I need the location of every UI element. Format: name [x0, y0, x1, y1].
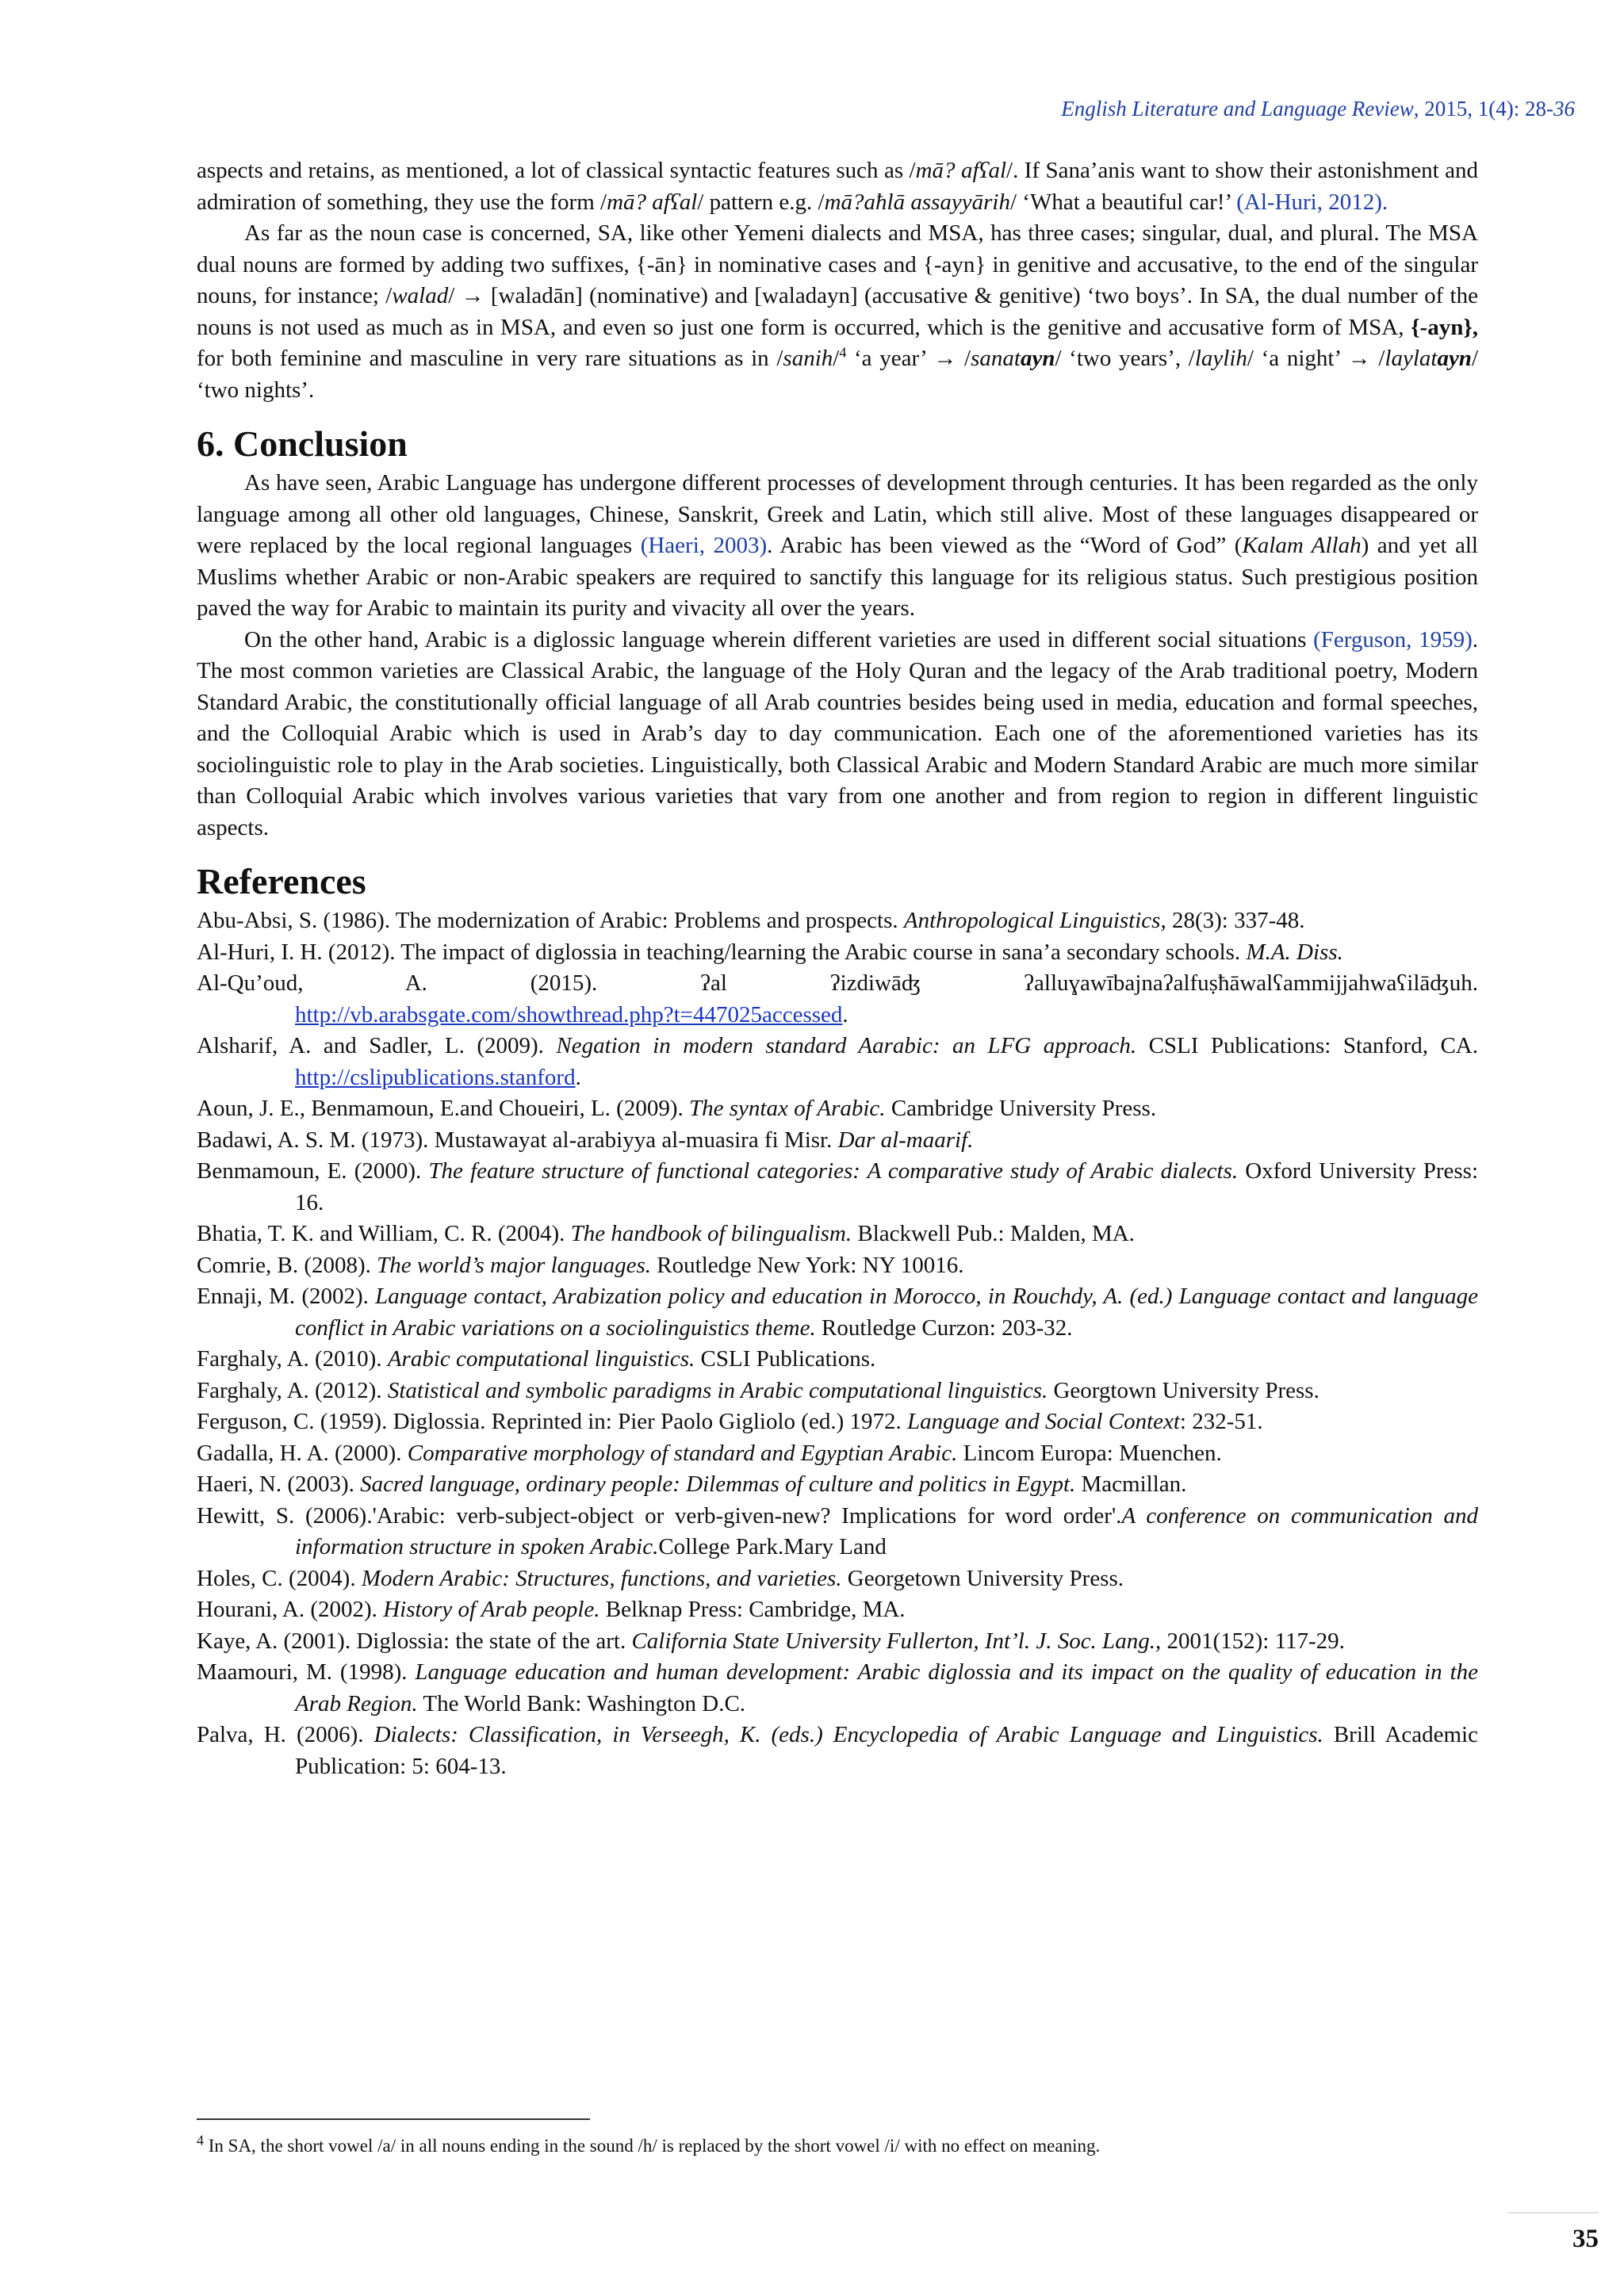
reference-text: CSLI Publications: Stanford, CA.	[1136, 1033, 1478, 1058]
reference-entry	[197, 1720, 1478, 1782]
running-header	[1061, 97, 1575, 121]
page-number: 35	[1572, 2225, 1599, 2253]
reference-text: A.	[404, 970, 427, 996]
reference-text: CSLI Publications.	[695, 1346, 876, 1372]
section-heading-references: References	[197, 861, 366, 901]
reference-entry	[197, 1376, 1478, 1407]
text: As far as the noun case is concerned, SA, like other Yemeni dialects and MSA, has three cases; singular, dual, and plural. The MSA dual nouns are formed by adding two suffixes, {-ān} in nominative cases and {-ayn} in genitive and accusative, to the end of the singular nouns, for instance; /	[197, 220, 1478, 308]
footnote-marker[interactable]: 4	[839, 344, 847, 361]
reference-title: Arabic computational linguistics.	[387, 1346, 695, 1372]
text: On the other hand, Arabic is a diglossic language wherein different varieties are used in different social situations	[244, 626, 1314, 652]
reference-title: The syntax of Arabic.	[689, 1096, 886, 1121]
reference-entry	[197, 1031, 1478, 1093]
reference-entry	[197, 1250, 1478, 1282]
reference-title: Modern Arabic: Structures, functions, and varieties.	[361, 1565, 842, 1591]
journal-name: English Literature and Language Review	[1061, 97, 1414, 121]
reference-title: A conference on communication and information structure in spoken Arabic.	[295, 1502, 1478, 1559]
reference-title: California State University Fullerton, Int’l. J. Soc. Lang.,	[631, 1628, 1162, 1654]
reference-entry	[197, 1125, 1478, 1157]
reference-title: Language and Social Context	[906, 1409, 1180, 1434]
reference-text: Alsharif, A. and Sadler, L. (2009).	[197, 1033, 557, 1058]
reference-text: Al-Huri, I. H. (2012). The impact of diglossia in teaching/learning the Arabic course in sana’a secondary schools.	[197, 939, 1247, 965]
reference-text: Haeri, N. (2003).	[197, 1471, 361, 1497]
reference-entry	[197, 1438, 1478, 1470]
reference-text: Blackwell Pub.: Malden, MA.	[852, 1221, 1135, 1246]
text: / pattern e.g. /	[697, 189, 825, 215]
citation-link[interactable]: (Ferguson, 1959)	[1313, 626, 1473, 652]
reference-title: The handbook of bilingualism.	[570, 1221, 852, 1246]
reference-title: Language education and human development: Arabic diglossia and its impact on the quality of education in the Arab Region.	[295, 1659, 1478, 1716]
text: for both feminine and masculine in very rare situations as in /	[197, 346, 783, 371]
reference-entry	[197, 1469, 1478, 1501]
journal-citation: , 2015, 1(4): 28-	[1413, 97, 1553, 121]
reference-text: Oxford University Press: 16.	[295, 1158, 1478, 1215]
reference-text: Brill Academic Publication: 5: 604-13.	[295, 1722, 1478, 1779]
reference-entry	[197, 1594, 1478, 1626]
transliteration: mā? afʕal	[607, 189, 698, 215]
reference-entry	[197, 1281, 1478, 1344]
paragraph	[197, 468, 1478, 625]
suffix: ayn	[1020, 346, 1055, 371]
suffix: ayn	[1437, 346, 1472, 371]
reference-text: Aoun, J. E., Benmamoun, E.and Choueiri, L. (2009).	[197, 1096, 689, 1121]
reference-title: Comparative morphology of standard and Egyptian Arabic.	[407, 1440, 958, 1466]
reference-text: Badawi, A. S. M. (1973). Mustawayat al-arabiyya al-muasira fi Misr.	[197, 1127, 838, 1153]
text: . Arabic has been viewed as the “Word of God” (	[767, 533, 1243, 558]
reference-text: Abu-Absi, S. (1986). The modernization of Arabic: Problems and prospects.	[197, 908, 904, 933]
reference-text: Hewitt, S. (2006).'Arabic: verb-subject-object or verb-given-new? Implications for word order'.	[197, 1502, 1122, 1529]
text: / ‘a night’ → /	[1247, 346, 1385, 371]
main-text	[197, 155, 1478, 1782]
reference-entry	[197, 1093, 1478, 1125]
reference-entry	[197, 1219, 1478, 1250]
reference-text: Belknap Press: Cambridge, MA.	[599, 1597, 906, 1622]
reference-title: The world’s major languages.	[377, 1252, 652, 1278]
transliteration: sanih	[783, 346, 833, 371]
reference-entry	[197, 1344, 1478, 1376]
citation-link[interactable]: (Haeri, 2003)	[640, 533, 768, 558]
reference-title: Negation in modern standard Aarabic: an LFG approach.	[556, 1033, 1137, 1058]
reference-text: Hourani, A. (2002).	[197, 1597, 384, 1622]
reference-title: Dialects: Classification, in Verseegh, K. (eds.) Encyclopedia of Arabic Language and Linguistics.	[373, 1722, 1323, 1747]
reference-entry	[197, 1657, 1478, 1720]
reference-text: Ennaji, M. (2002).	[197, 1284, 376, 1309]
reference-list	[197, 905, 1478, 1782]
page-number-divider	[1508, 2212, 1599, 2214]
transliteration: mā?aħlā assayyārih	[824, 189, 1010, 215]
text: . The most common varieties are Classical Arabic, the language of the Holy Quran and the legacy of the Arab traditional poetry, Modern Standard Arabic, the constitutionally official language of all Arab countries besides being used in media, education and formal speeches, and the Colloquial Arabic which is used in Arab’s day to day communication. Each one of the aforementioned varieties has its sociolinguistic role to play in the Arab societies. Linguistically, both Classical Arabic and Modern Standard Arabic are much more similar than Colloquial Arabic which involves various varieties that vary from one another and from region to region in different linguistic aspects.	[197, 626, 1478, 840]
reference-text: Comrie, B. (2008).	[197, 1252, 377, 1278]
reference-text: Kaye, A. (2001). Diglossia: the state of the art.	[197, 1628, 632, 1654]
footnote-text: In SA, the short vowel /a/ in all nouns ending in the sound /h/ is replaced by the short vowel /i/ with no effect on meaning.	[204, 2136, 1101, 2156]
reference-text: 28(3): 337-48.	[1166, 908, 1305, 933]
suffix: {-ayn},	[1411, 314, 1478, 340]
reference-entry	[197, 1626, 1478, 1658]
reference-first-line	[197, 968, 1479, 1000]
reference-text: Benmamoun, E. (2000).	[197, 1158, 429, 1184]
reference-entry	[197, 968, 1478, 1031]
transliteration: walad	[392, 283, 449, 308]
transliteration: sanat	[971, 346, 1021, 371]
text: / ‘two nights’.	[197, 346, 1478, 403]
text: aspects and retains, as mentioned, a lot of classical syntactic features such as /	[197, 158, 916, 183]
reference-entry	[197, 1563, 1478, 1595]
transliteration: Kalam Allah	[1242, 533, 1362, 558]
reference-text: The World Bank: Washington D.C.	[417, 1690, 746, 1716]
text: As have seen, Arabic Language has undergone different processes of development through centuries. It has been regarded as the only language among all other old languages, Chinese, Sanskrit, Greek and Latin, which still alive. Most of these languages disappeared or were replaced by the local regional languages	[197, 470, 1478, 558]
reference-text: Ferguson, C. (1959). Diglossia. Reprinted in: Pier Paolo Gigliolo (ed.) 1972.	[197, 1409, 907, 1434]
reference-text: Al-Qu’oud,	[197, 970, 304, 996]
reference-title: M.A. Diss.	[1246, 939, 1343, 965]
reference-text: Georgetown University Press.	[841, 1565, 1124, 1591]
paragraph	[197, 218, 1478, 406]
reference-text: (2015).	[530, 970, 598, 996]
reference-url-link[interactable]: http://cslipublications.stanford	[295, 1064, 576, 1090]
reference-entry	[197, 1156, 1478, 1219]
reference-title: Statistical and symbolic paradigms in Arabic computational linguistics.	[387, 1377, 1048, 1403]
reference-text: Farghaly, A. (2012).	[197, 1377, 388, 1403]
text: / ‘What a beautiful car!’	[1009, 189, 1237, 215]
reference-entry	[197, 1501, 1478, 1563]
citation-link[interactable]: (Al-Huri, 2012).	[1236, 189, 1388, 215]
reference-title: Dar al-maarif.	[837, 1127, 974, 1153]
reference-text: Cambridge University Press.	[885, 1096, 1157, 1121]
reference-title: Language contact, Arabization policy and education in Morocco, in Rouchdy, A. (ed.) Language contact and language conflict in Arabic variations on a sociolinguistics theme.	[295, 1284, 1478, 1341]
paragraph	[197, 625, 1478, 844]
reference-entry	[197, 937, 1478, 969]
reference-text: .	[575, 1064, 581, 1090]
paragraph	[197, 155, 1478, 218]
reference-text: .	[842, 1001, 848, 1027]
reference-text: ʔizdiwāʤ	[829, 970, 921, 996]
reference-text: : 232-51.	[1179, 1409, 1263, 1434]
reference-text: Holes, C. (2004).	[197, 1565, 362, 1591]
reference-text: Palva, H. (2006).	[197, 1722, 374, 1747]
text: ) and yet all Muslims whether Arabic or non-Arabic speakers are required to sanctify this language for its religious status. Such prestigious position paved the way for Arabic to maintain its purity and vivacity all over the years.	[197, 533, 1478, 621]
footnote-divider	[197, 2118, 590, 2120]
reference-text: Lincom Europa: Muenchen.	[957, 1440, 1222, 1466]
reference-text: ʔal	[700, 970, 727, 996]
reference-title: History of Arab people.	[383, 1597, 600, 1622]
reference-text: Routledge New York: NY 10016.	[651, 1252, 964, 1278]
reference-title: Sacred language, ordinary people: Dilemmas of culture and politics in Egypt.	[360, 1471, 1076, 1497]
reference-text: Maamouri, M. (1998).	[197, 1659, 416, 1685]
reference-text: Macmillan.	[1075, 1471, 1187, 1497]
reference-title: The feature structure of functional categories: A comparative study of Arabic dialects.	[428, 1158, 1239, 1184]
reference-url-link[interactable]: http://vb.arabsgate.com/showthread.php?t=447025accessed	[295, 1001, 843, 1027]
transliteration: mā? afʕal	[915, 158, 1007, 183]
reference-text: ʔalluɣawībajnaʔalfuṣħāwalʕammijjahwaʕilāʤuh.	[1024, 970, 1479, 996]
reference-text: 2001(152): 117-29.	[1161, 1628, 1345, 1654]
journal-pages-end: 36	[1553, 97, 1575, 121]
reference-text: Georgtown University Press.	[1048, 1377, 1320, 1403]
text: /	[833, 346, 840, 371]
text: ‘a year’ → /	[846, 346, 971, 371]
reference-text: Farghaly, A. (2010).	[197, 1346, 388, 1372]
reference-title: Anthropological Linguistics,	[903, 908, 1166, 933]
text: / ‘two years’, /	[1055, 346, 1195, 371]
reference-entry	[197, 1406, 1478, 1438]
reference-text: Routledge Curzon: 203-32.	[815, 1314, 1073, 1341]
footnote	[197, 2134, 1478, 2158]
reference-text: Gadalla, H. A. (2000).	[197, 1440, 408, 1466]
footnote-number: 4	[197, 2132, 204, 2149]
reference-entry	[197, 905, 1478, 937]
reference-text: Bhatia, T. K. and William, C. R. (2004).	[197, 1221, 571, 1246]
transliteration: laylat	[1385, 346, 1438, 371]
text: / → [waladān] (nominative) and [waladayn] (accusative & genitive) ‘two boys’. In SA, the dual number of the nouns is not used as much as in MSA, and even so just one form is occurred, which is the genitive and accusative form of MSA,	[197, 283, 1478, 340]
section-heading-conclusion: 6. Conclusion	[197, 423, 408, 464]
transliteration: laylih	[1194, 346, 1247, 371]
reference-text: College Park.Mary Land	[658, 1534, 887, 1559]
text: /. If Sana’anis want to show their astonishment and admiration of something, they use the form /	[197, 158, 1478, 215]
